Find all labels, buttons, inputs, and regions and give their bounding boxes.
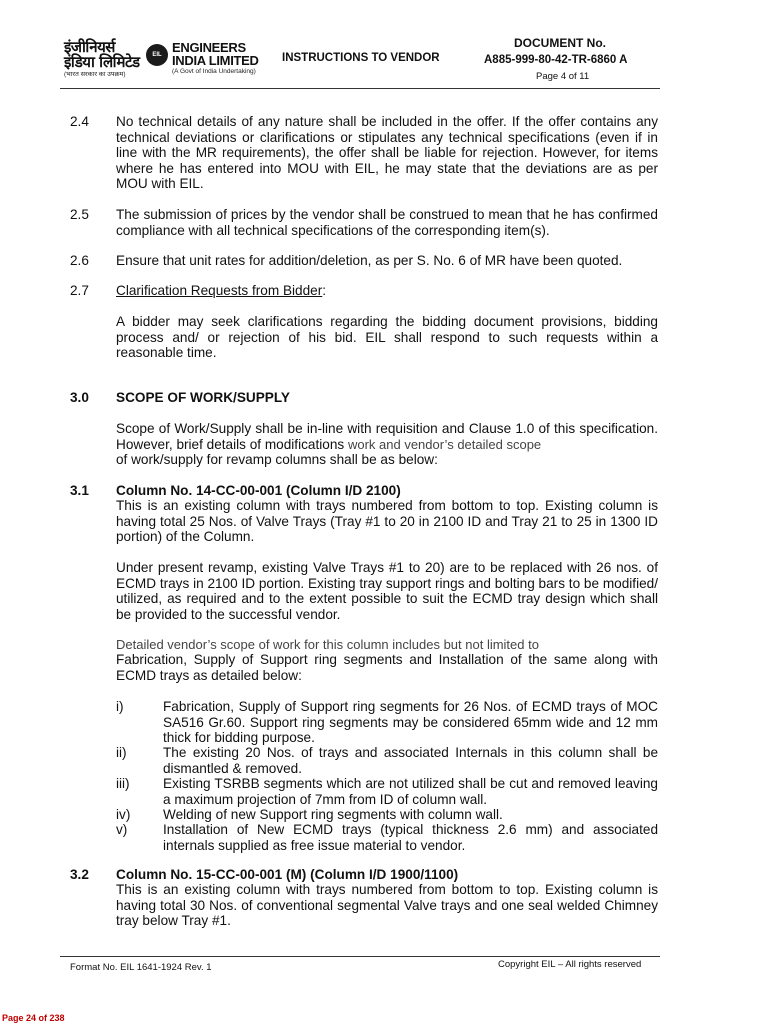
header-page-number: Page 4 of 11 [536, 71, 590, 82]
document-number: A885-999-80-42-TR-6860 A [484, 54, 628, 66]
section-3-2-heading: Column No. 15-CC-00-001 (M) (Column I/D 1900/1100) [116, 867, 459, 882]
section-number: 3.1 [70, 483, 89, 498]
list-item: The existing 20 Nos. of trays and associated Internals in this column shall be dismantled & removed. [163, 745, 658, 776]
list-item: Installation of New ECMD trays (typical thickness 2.6 mm) and associated internals supplied as free issue material to vendor. [163, 822, 658, 853]
footer-divider [60, 956, 660, 957]
section-3-1-text: This is an existing column with trays numbered from bottom to top. Existing column is having total 25 Nos. of Valve Trays (Tray #1 to 20 in 2100 ID and Tray 21 to 25 in 1300 ID portion) of the Column. [116, 498, 658, 545]
document-number-label: DOCUMENT No. [514, 36, 606, 50]
list-item-number: ii) [116, 745, 127, 760]
eil-logo [60, 40, 270, 80]
clause-2-7-text: A bidder may seek clarifications regarding the bidding document provisions, bidding process and/ or rejection of his bid. EIL shall respond to such requests within a reasonable time. [116, 314, 658, 361]
section-3-0-text-b: work and vendor’s detailed scope [347, 436, 542, 452]
clause-2-7-heading [116, 283, 658, 299]
header-title: INSTRUCTIONS TO VENDOR [282, 52, 440, 64]
list-item-number: iv) [116, 807, 131, 822]
clause-2-7-heading-text: Clarification Requests from Bidder [116, 283, 323, 298]
list-item: Existing TSRBB segments which are not utilized shall be cut and removed leaving a maximum projection of 7mm from ID of column wall. [163, 776, 658, 807]
clause-2-4-text: No technical details of any nature shall be included in the offer. If the offer contains any technical deviations or clarifications or stipulates any technical specifications (even if in line with the MR requirements), the offer shall be liable for rejection. However, for items where he has entered into MOU with EIL, he may state that the deviations are as per MOU with EIL. [116, 114, 658, 192]
list-item: Fabrication, Supply of Support ring segments for 26 Nos. of ECMD trays of MOC SA516 Gr.60. Support ring segments may be considered 65mm wide and 12 mm thick for bidding purpose. [163, 699, 658, 746]
list-item-number: v) [116, 822, 128, 837]
section-3-2-text: This is an existing column with trays numbered from bottom to top. Existing column is having total 30 Nos. of conventional segmental Valve trays and one seal welded Chimney tray below Tray #1. [116, 882, 658, 929]
logo-hindi-text: इंजीनियर्स इंडिया लिमिटेड [64, 38, 140, 71]
footer-format-number: Format No. EIL 1641-1924 Rev. 1 [70, 962, 212, 973]
clause-number: 2.5 [70, 207, 89, 222]
section-3-1-scope-intro-light: Detailed vendor’s scope of work for this column includes but not limited to [116, 637, 539, 652]
section-3-0-text-c: of work/supply for revamp columns shall be as below: [116, 452, 438, 468]
logo-english-line-1: ENGINEERS [172, 40, 246, 55]
clause-2-5-text: The submission of prices by the vendor shall be construed to mean that he has confirmed compliance with all technical specifications of the corresponding item(s). [116, 207, 658, 238]
clause-number: 2.6 [70, 253, 89, 268]
logo-badge-icon: EIL [146, 44, 168, 66]
logo-hindi-subtitle: (भारत सरकार का उपक्रम) [64, 71, 126, 78]
clause-number: 2.4 [70, 114, 89, 129]
clause-2-7-heading-colon: : [322, 283, 327, 298]
section-3-1-heading: Column No. 14-CC-00-001 (Column I/D 2100) [116, 483, 401, 498]
section-number: 3.0 [70, 390, 89, 405]
page-counter: Page 24 of 238 [2, 1013, 65, 1023]
logo-english-line-2: INDIA LIMITED [172, 53, 259, 68]
list-item: Welding of new Support ring segments with column wall. [163, 807, 503, 822]
logo-subtitle: (A Govt of India Undertaking) [172, 68, 256, 75]
clause-number: 2.7 [70, 283, 89, 298]
clause-2-6-text: Ensure that unit rates for addition/deletion, as per S. No. 6 of MR have been quoted. [116, 253, 623, 268]
section-3-0-text [116, 421, 658, 468]
list-item-number: iii) [116, 776, 130, 791]
section-3-0-text-a: Scope of Work/Supply shall be in-line with requisition and Clause 1.0 of this specification. However, brief details of modifications [116, 421, 658, 452]
logo-english-text [172, 41, 259, 67]
section-3-0-heading: SCOPE OF WORK/SUPPLY [116, 390, 290, 405]
section-3-1-scope-intro: Fabrication, Supply of Support ring segments and Installation of the same along with ECMD trays as detailed below: [116, 652, 658, 683]
section-number: 3.2 [70, 867, 89, 882]
section-3-1-text-2: Under present revamp, existing Valve Trays #1 to 20) are to be replaced with 26 nos. of ECMD trays in 2100 ID portion. Existing tray support rings and bolting bars to be modified/ utilized, as required and to the extent possible to suit the ECMD tray design which shall be provided to the successful vendor. [116, 560, 658, 622]
footer-copyright: Copyright EIL – All rights reserved [498, 959, 642, 970]
list-item-number: i) [116, 699, 124, 714]
header-divider [60, 88, 660, 89]
